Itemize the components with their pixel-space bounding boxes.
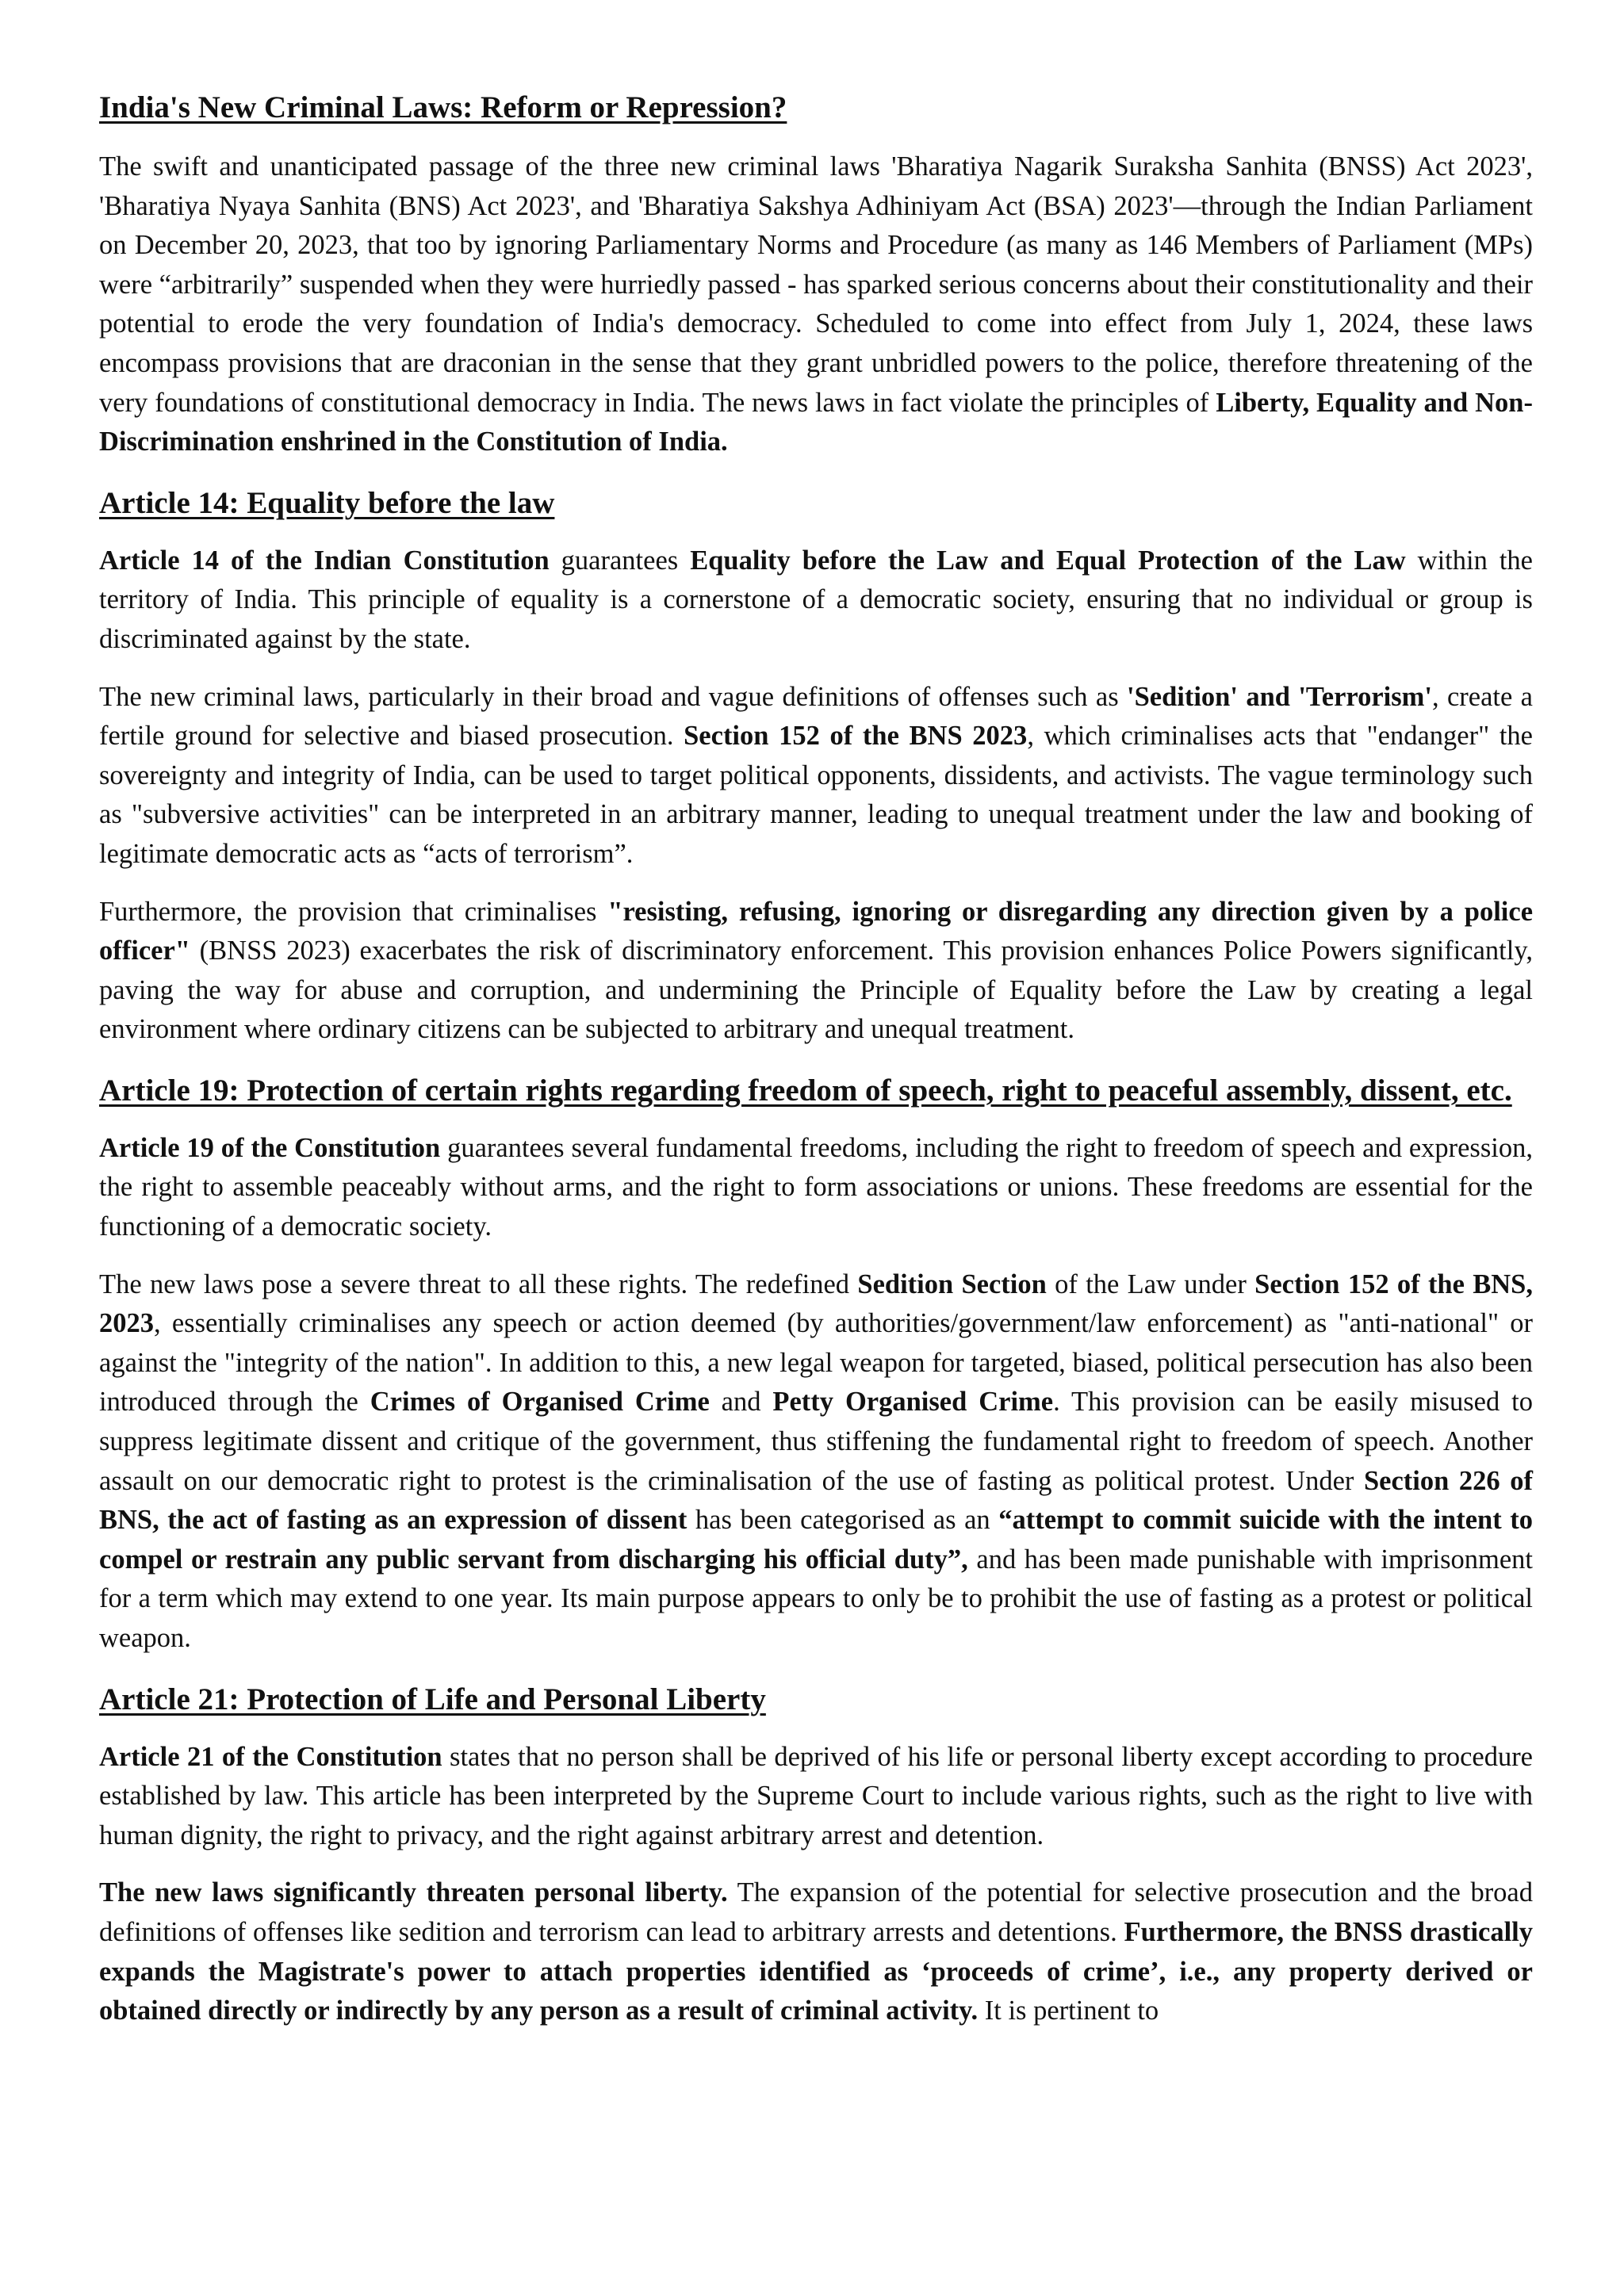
bold-text: The new laws significantly threaten personal liberty. xyxy=(99,1877,728,1908)
article-19-paragraph-2 xyxy=(99,1265,1533,1659)
text: of the Law under xyxy=(1046,1269,1255,1299)
text: states that no person shall be deprived of his life or personal liberty except according to procedure established by law. This article has been interpreted by the Supreme Court to include various rights, such as the right to live with human dignity, the right to privacy, and the right against arbitrary arrest and detention. xyxy=(99,1741,1533,1850)
text: The new criminal laws, particularly in their broad and vague definitions of offenses such as xyxy=(99,681,1127,712)
bold-text: Article 19 of the Constitution xyxy=(99,1132,441,1163)
text: has been categorised as an xyxy=(687,1505,999,1536)
article-21-paragraph-2 xyxy=(99,1873,1533,2030)
article-14-paragraph-3 xyxy=(99,893,1533,1050)
bold-text: Furthermore, the BNSS drastically expands the Magistrate's power to attach properties identified as ‘proceeds of crime’, i.e., any property derived or obtained directly or indirectly by any person as a result of criminal activity. xyxy=(99,1916,1534,2026)
bold-text: 'Sedition' and 'Terrorism' xyxy=(1127,681,1432,712)
bold-text: Section 152 of the BNS, 2023 xyxy=(99,1269,1533,1339)
text: , create a fertile ground for selective and biased prosecution. xyxy=(99,681,1533,752)
text: . This provision can be easily misused to suppress legitimate dissent and critique of the government, thus stiffening the fundamental right to freedom of speech. Another assault on our democratic right to protest is the criminalisation of the use of fasting as political protest. Under xyxy=(99,1387,1533,1496)
text: within the territory of India. This principle of equality is a cornerstone of a democratic society, ensuring that no individual or group is discriminated against by the state. xyxy=(99,545,1533,654)
article-21-paragraph-1 xyxy=(99,1738,1533,1856)
bold-text: Article 14 of the Indian Constitution xyxy=(99,545,550,576)
bold-text: “attempt to commit suicide with the intent to compel or restrain any public servant from discharging his official duty”, xyxy=(99,1505,1533,1575)
intro-paragraph xyxy=(99,147,1533,462)
article-14-heading: Article 14: Equality before the law xyxy=(99,485,555,520)
article-14-paragraph-2 xyxy=(99,678,1533,874)
text: It is pertinent to xyxy=(978,1996,1159,2026)
text: The new laws pose a severe threat to all these rights. The redefined xyxy=(99,1269,858,1299)
text: and xyxy=(709,1387,773,1418)
bold-text: "resisting, refusing, ignoring or disregarding any direction given by a police officer" xyxy=(99,896,1534,966)
text: guarantees xyxy=(549,545,691,576)
article-14-paragraph-1 xyxy=(99,541,1533,660)
article-19-paragraph-1 xyxy=(99,1129,1533,1247)
text: The expansion of the potential for selective prosecution and the broad definitions of offenses like sedition and terrorism can lead to arbitrary arrests and detentions. xyxy=(99,1877,1533,1947)
intro-bold-text: Liberty, Equality and Non-Discrimination enshrined in the Constitution of India. xyxy=(99,387,1533,457)
document-page xyxy=(99,87,1533,2049)
text: , essentially criminalises any speech or action deemed (by authorities/government/law enforcement) as "anti-national" or against the "integrity of the nation". In addition to this, a new legal weapon for targeted, biased, political persecution has also been introduced through the xyxy=(99,1308,1533,1418)
bold-text: Crimes of Organised Crime xyxy=(370,1387,710,1418)
text: guarantees several fundamental freedoms, including the right to freedom of speech and expression, the right to assemble peaceably without arms, and the right to form associations or unions. These freedoms are essential for the functioning of a democratic society. xyxy=(99,1132,1533,1242)
bold-text: Sedition Section xyxy=(857,1269,1047,1299)
bold-text: Section 152 of the BNS 2023 xyxy=(684,721,1028,752)
article-19-heading: Article 19: Protection of certain rights regarding freedom of speech, right to peaceful assembly, dissent, etc. xyxy=(99,1073,1512,1108)
text: Furthermore, the provision that criminalises xyxy=(99,896,608,927)
text: , which criminalises acts that "endanger" the sovereignty and integrity of India, can be used to target political opponents, dissidents, and activists. The vague terminology such as "subversive activities" can be interpreted in an arbitrary manner, leading to unequal treatment under the law and booking of legitimate democratic acts as “acts of terrorism”. xyxy=(99,721,1533,869)
document-title: India's New Criminal Laws: Reform or Repression? xyxy=(99,90,787,124)
intro-text: The swift and unanticipated passage of the three new criminal laws 'Bharatiya Nagarik Suraksha Sanhita (BNSS) Act 2023', 'Bharatiya Nyaya Sanhita (BNS) Act 2023', and 'Bharatiya Sakshya Adhiniyam Act (BSA) 2023'—through the Indian Parliament on December 20, 2023, that too by ignoring Parliamentary Norms and Procedure (as many as 146 Members of Parliament (MPs) were “arbitrarily” suspended when they were hurriedly passed - has sparked serious concerns about their constitutionality and their potential to erode the very foundation of India's democracy. Scheduled to come into effect from July 1, 2024, these laws encompass provisions that are draconian in the sense that they grant unbridled powers to the police, therefore threatening of the very foundations of constitutional democracy in India. The news laws in fact violate the principles of xyxy=(99,151,1533,418)
bold-text: Article 21 of the Constitution xyxy=(99,1741,442,1772)
bold-text: Equality before the Law and Equal Protection of the Law xyxy=(690,545,1406,576)
article-21-heading: Article 21: Protection of Life and Personal Liberty xyxy=(99,1682,766,1716)
bold-text: Petty Organised Crime xyxy=(772,1387,1054,1418)
bold-text: Section 226 of BNS, the act of fasting as an expression of dissent xyxy=(99,1465,1533,1536)
text: and has been made punishable with imprisonment for a term which may extend to one year. Its main purpose appears to only be to prohibit the use of fasting as a protest or political weapon. xyxy=(99,1544,1533,1653)
text: (BNSS 2023) exacerbates the risk of discriminatory enforcement. This provision enhances Police Powers significantly, paving the way for abuse and corruption, and undermining the Principle of Equality before the Law by creating a legal environment where ordinary citizens can be subjected to arbitrary and unequal treatment. xyxy=(99,936,1533,1045)
